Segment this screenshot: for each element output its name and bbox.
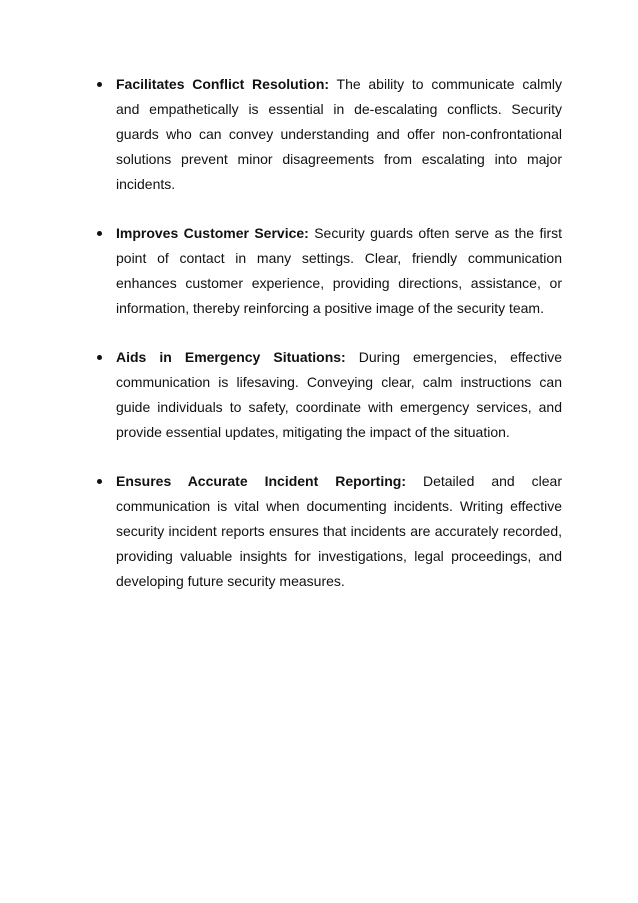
bullet-dot-icon xyxy=(97,231,102,236)
bullet-item-emergency-situations xyxy=(116,345,562,445)
bullet-item-customer-service xyxy=(116,221,562,321)
bullet-text: Detailed and clear communication is vital when documenting incidents. Writing effective security incident reports ensures that incidents are accurately recorded, providing valuable insights for investigations, legal proceedings, and developing future security measures. xyxy=(116,473,562,589)
bullet-title: Facilitates Conflict Resolution: xyxy=(116,76,330,92)
bullet-item-conflict-resolution xyxy=(116,72,562,197)
bullet-text: The ability to communicate calmly and empathetically is essential in de-escalating conflicts. Security guards who can convey understanding and offer non-confrontational solutions prevent minor disagreements from escalating into major incidents. xyxy=(116,76,562,192)
bullet-dot-icon xyxy=(97,479,102,484)
bullet-dot-icon xyxy=(97,355,102,360)
bullet-title: Improves Customer Service: xyxy=(116,225,309,241)
bullet-text: During emergencies, effective communication is lifesaving. Conveying clear, calm instructions can guide individuals to safety, coordinate with emergency services, and provide essential updates, mitigating the impact of the situation. xyxy=(116,349,563,440)
bullet-text: Security guards often serve as the first point of contact in many settings. Clear, friendly communication enhances customer experience, providing directions, assistance, or information, thereby reinforcing a positive image of the security team. xyxy=(116,225,562,316)
bullet-title: Aids in Emergency Situations: xyxy=(116,349,346,365)
bullet-item-incident-reporting xyxy=(116,469,562,594)
bullet-list xyxy=(116,72,562,618)
bullet-title: Ensures Accurate Incident Reporting: xyxy=(116,473,406,489)
bullet-dot-icon xyxy=(97,82,102,87)
